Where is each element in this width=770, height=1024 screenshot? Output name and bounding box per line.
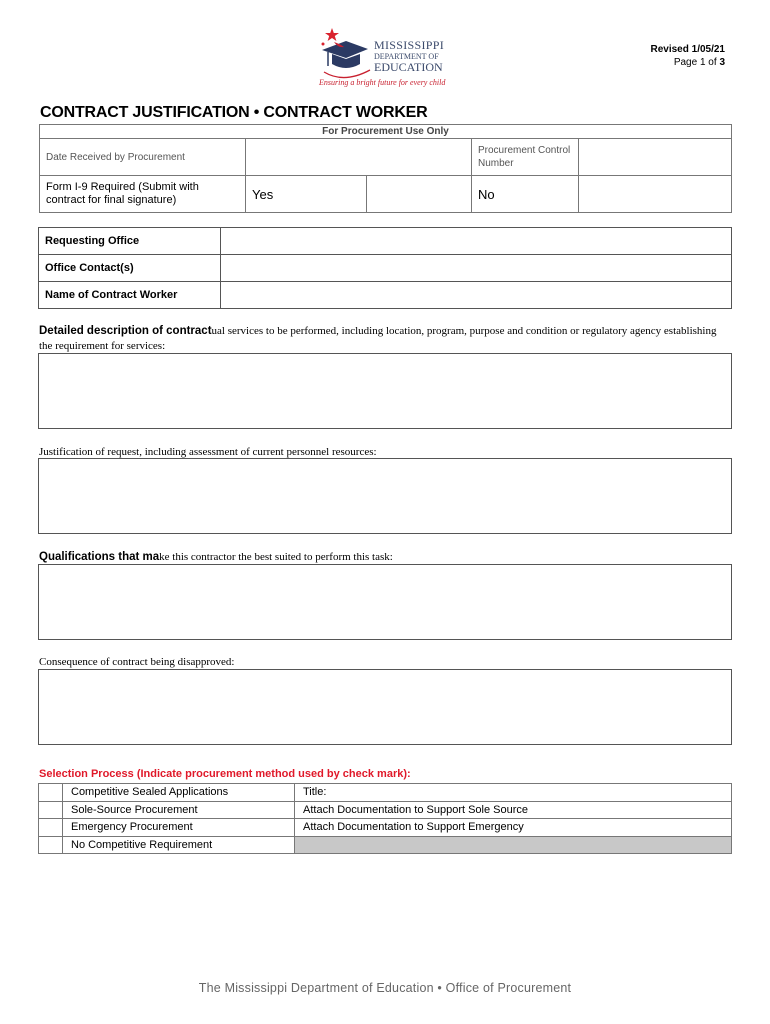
selection-note: Attach Documentation to Support Emergency bbox=[295, 819, 732, 837]
description-label bbox=[39, 324, 719, 354]
description-label-rest: ual services to be performed, including location, program, purpose and condition or regulatory agency establishing the requirement for services: bbox=[39, 325, 717, 352]
selection-note-shaded bbox=[295, 836, 732, 854]
page-of: of bbox=[705, 57, 720, 68]
control-number-field[interactable] bbox=[579, 139, 732, 176]
selection-method: Competitive Sealed Applications bbox=[63, 784, 295, 802]
selection-note: Attach Documentation to Support Sole Source bbox=[295, 801, 732, 819]
graduation-cap-icon bbox=[322, 41, 368, 58]
revised-date: Revised 1/05/21 bbox=[650, 44, 725, 55]
i9-label: Form I-9 Required (Submit with contract for final signature) bbox=[40, 176, 246, 213]
office-info-table bbox=[38, 227, 732, 309]
sole-source-checkbox[interactable] bbox=[39, 801, 63, 819]
procurement-use-header: For Procurement Use Only bbox=[40, 125, 732, 139]
star-icon bbox=[325, 28, 339, 41]
small-star-icon bbox=[322, 43, 325, 46]
description-field[interactable] bbox=[38, 353, 732, 429]
selection-method: No Competitive Requirement bbox=[63, 836, 295, 854]
consequence-label: Consequence of contract being disapproved: bbox=[39, 656, 235, 668]
description-label-bold: Detailed description of contract bbox=[39, 325, 212, 337]
i9-yes-group bbox=[246, 176, 472, 213]
page-prefix: Page bbox=[673, 57, 700, 68]
requesting-office-label: Requesting Office bbox=[39, 228, 221, 255]
qualifications-label-rest: ke this contractor the best suited to perform this task: bbox=[159, 551, 393, 563]
office-contacts-label: Office Contact(s) bbox=[39, 255, 221, 282]
selection-method: Sole-Source Procurement bbox=[63, 801, 295, 819]
qualifications-label-bold: Qualifications that ma bbox=[39, 551, 160, 563]
i9-yes-label: Yes bbox=[246, 176, 367, 212]
procurement-use-table bbox=[39, 124, 732, 213]
page-indicator bbox=[651, 56, 726, 69]
logo-line-2: DEPARTMENT OF bbox=[374, 52, 439, 61]
date-received-field[interactable] bbox=[246, 139, 472, 176]
emergency-checkbox[interactable] bbox=[39, 819, 63, 837]
office-contacts-field[interactable] bbox=[221, 255, 732, 282]
control-number-label: Procurement Control Number bbox=[472, 139, 579, 176]
i9-no-checkbox[interactable] bbox=[579, 176, 732, 213]
competitive-sealed-checkbox[interactable] bbox=[39, 784, 63, 802]
justification-field[interactable] bbox=[38, 458, 732, 534]
qualifications-field[interactable] bbox=[38, 564, 732, 640]
selection-process-title: Selection Process (Indicate procurement method used by check mark): bbox=[39, 768, 411, 780]
contract-worker-label: Name of Contract Worker bbox=[39, 282, 221, 309]
date-received-label: Date Received by Procurement bbox=[40, 139, 246, 176]
i9-no-label: No bbox=[472, 176, 579, 213]
page-number: 1 bbox=[699, 57, 706, 68]
logo-tagline: Ensuring a bright future for every child bbox=[319, 78, 446, 87]
i9-yes-checkbox[interactable] bbox=[367, 176, 471, 212]
qualifications-label bbox=[39, 550, 719, 565]
no-competitive-checkbox[interactable] bbox=[39, 836, 63, 854]
justification-label: Justification of request, including assessment of current personnel resources: bbox=[39, 446, 377, 458]
selection-process-table bbox=[38, 783, 732, 854]
page-footer: The Mississippi Department of Education • Office of Procurement bbox=[198, 981, 572, 995]
consequence-field[interactable] bbox=[38, 669, 732, 745]
revision-info bbox=[651, 43, 726, 69]
selection-note: Title: bbox=[295, 784, 732, 802]
logo-wordmark bbox=[374, 40, 444, 73]
logo-line-1: MISSISSIPPI bbox=[374, 38, 444, 52]
document-title: CONTRACT JUSTIFICATION • CONTRACT WORKER bbox=[40, 104, 428, 121]
selection-method: Emergency Procurement bbox=[63, 819, 295, 837]
contract-worker-field[interactable] bbox=[221, 282, 732, 309]
page-total: 3 bbox=[719, 57, 725, 68]
requesting-office-field[interactable] bbox=[221, 228, 732, 255]
logo-line-3: EDUCATION bbox=[374, 60, 443, 74]
